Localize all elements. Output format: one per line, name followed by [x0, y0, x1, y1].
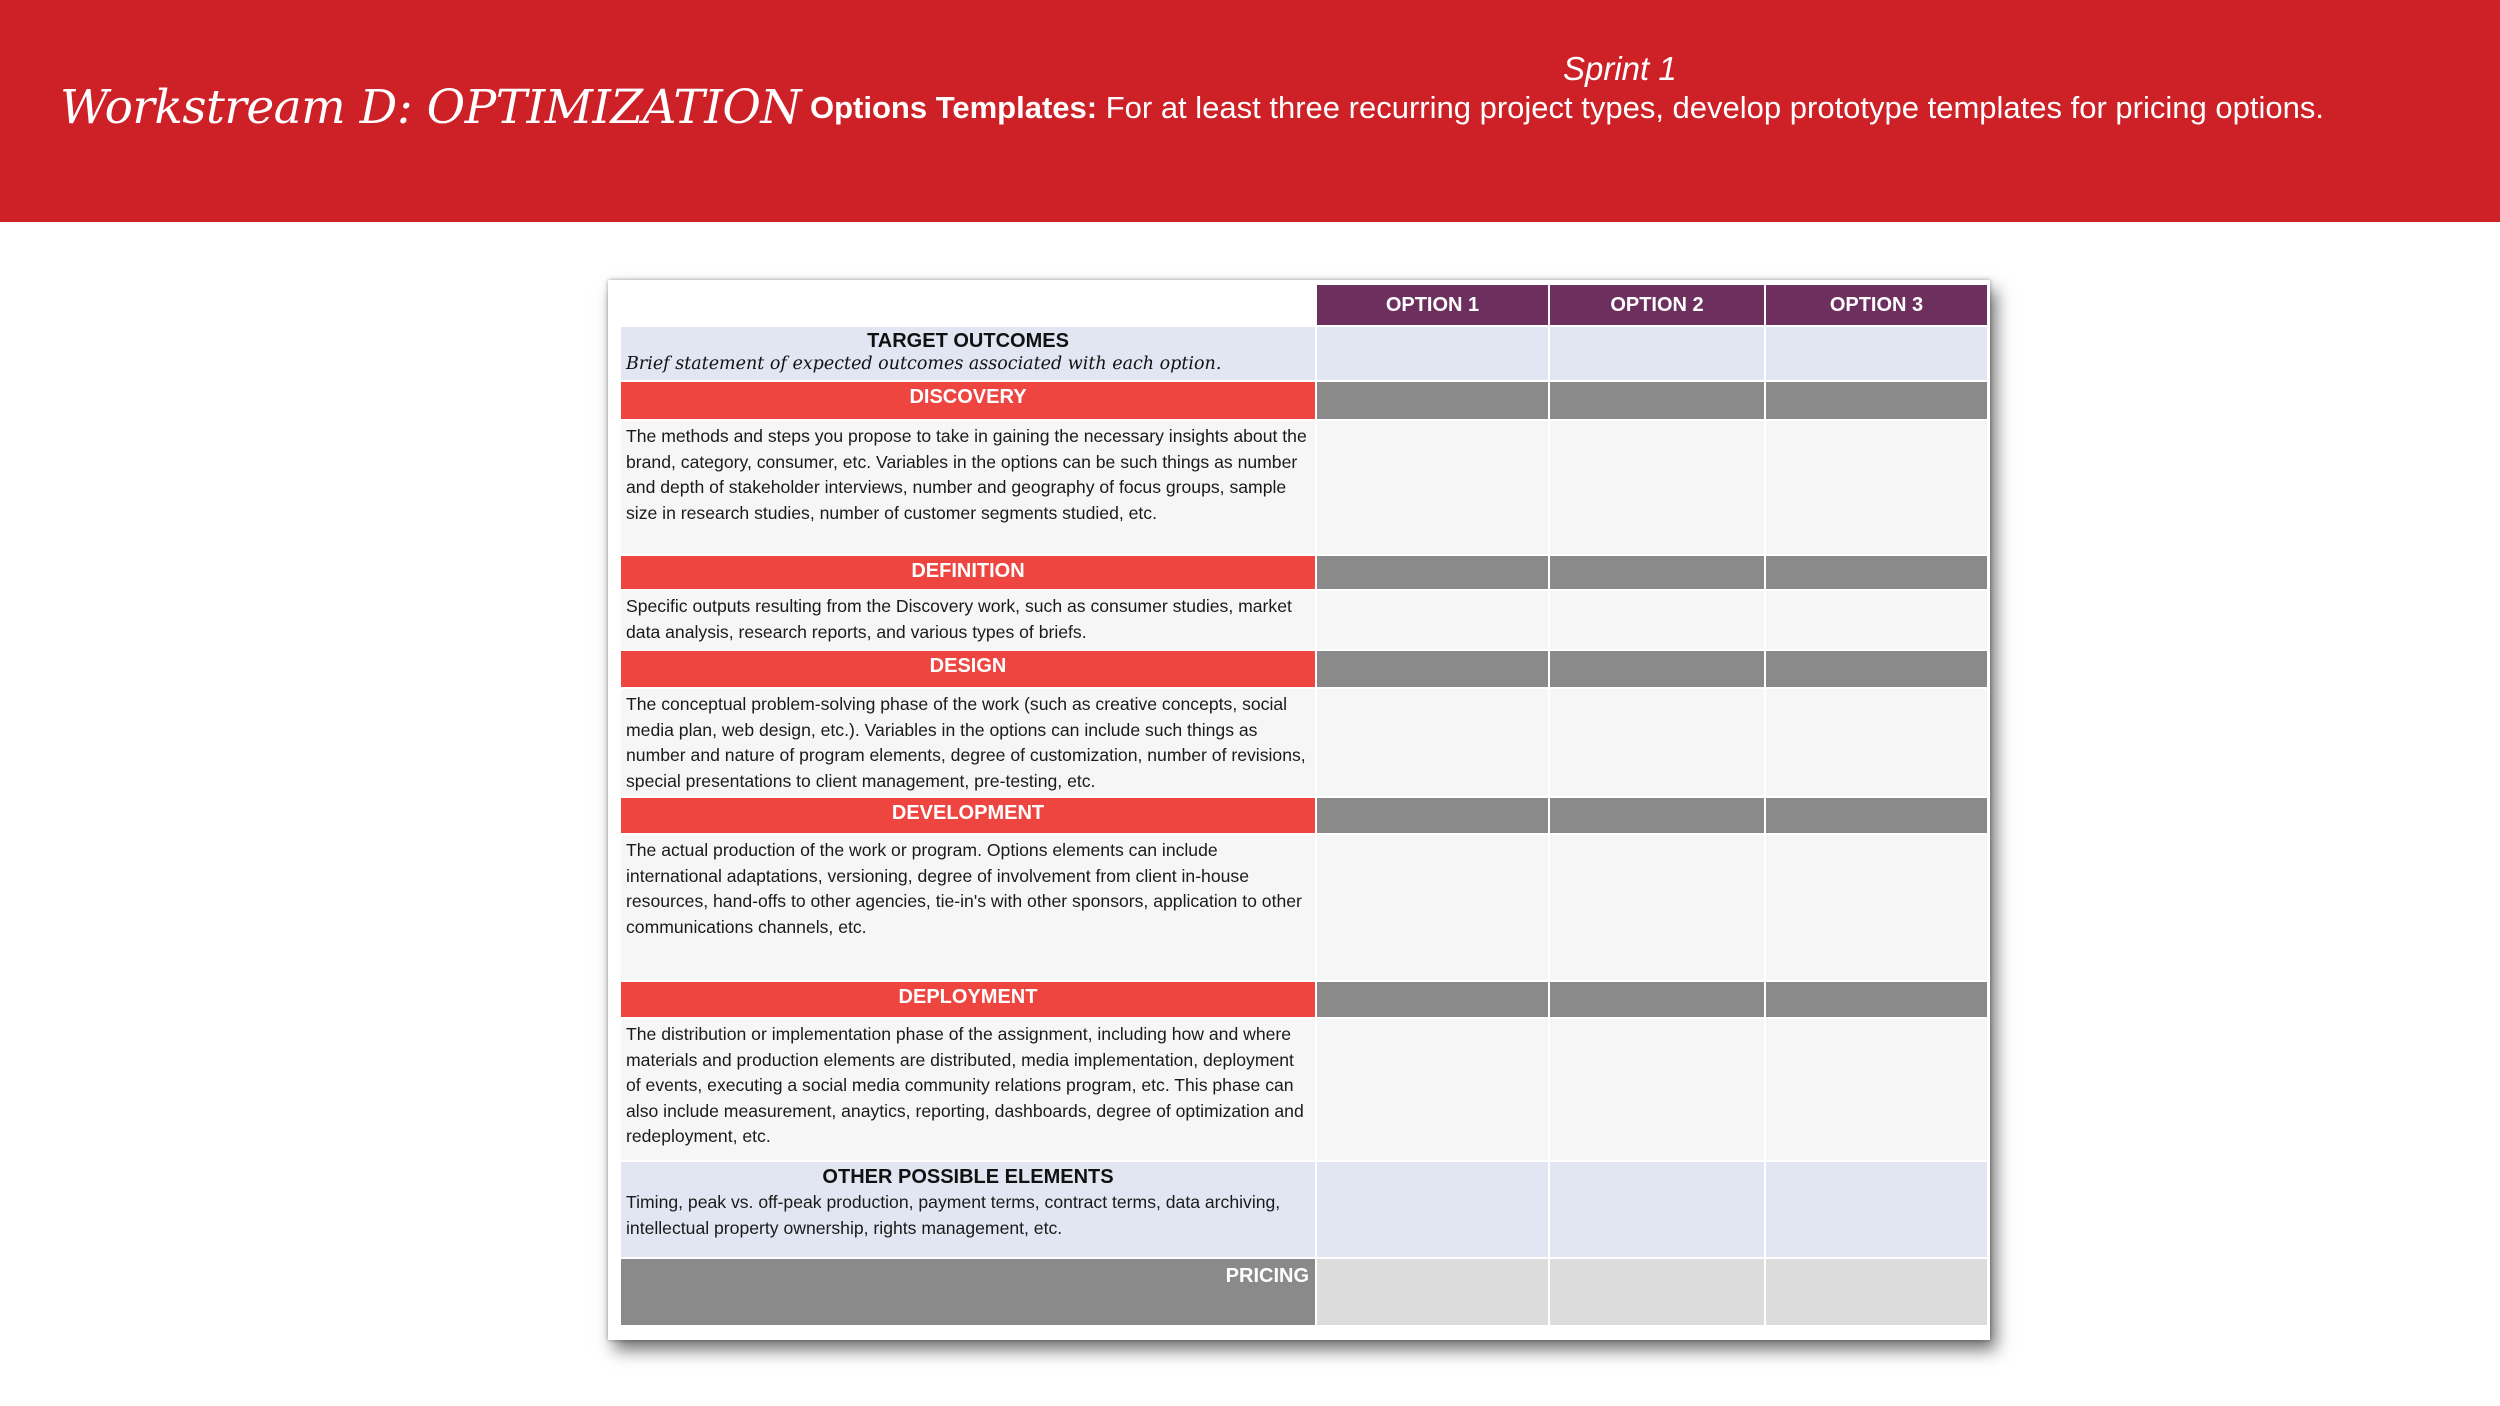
deployment-option-3-cell[interactable] [1766, 1019, 1987, 1160]
development-bar-1 [1317, 798, 1548, 833]
design-bar-2 [1550, 651, 1764, 687]
design-option-1-cell[interactable] [1317, 689, 1548, 796]
definition-description: Specific outputs resulting from the Discovery work, such as consumer studies, market data analysis, research reports, and various types of briefs. [621, 591, 1315, 649]
deployment-heading: DEPLOYMENT [621, 982, 1315, 1017]
deployment-option-1-cell[interactable] [1317, 1019, 1548, 1160]
design-bar-1 [1317, 651, 1548, 687]
definition-bar-3 [1766, 556, 1987, 589]
other-elements-cell [621, 1162, 1315, 1257]
option-1-header: OPTION 1 [1317, 285, 1548, 325]
deployment-bar-2 [1550, 982, 1764, 1017]
development-bar-3 [1766, 798, 1987, 833]
target-outcomes-note: Brief statement of expected outcomes associated with each option. [626, 354, 1222, 374]
development-option-2-cell[interactable] [1550, 835, 1764, 980]
target-option-1-cell[interactable] [1317, 327, 1548, 380]
pricing-option-1-cell[interactable] [1317, 1259, 1548, 1325]
discovery-heading: DISCOVERY [621, 382, 1315, 419]
development-bar-2 [1550, 798, 1764, 833]
definition-heading: DEFINITION [621, 556, 1315, 589]
header-banner [0, 0, 2500, 222]
target-outcomes-cell [621, 327, 1315, 380]
discovery-bar-2 [1550, 382, 1764, 419]
other-option-2-cell[interactable] [1550, 1162, 1764, 1257]
target-option-2-cell[interactable] [1550, 327, 1764, 380]
options-template-card [608, 280, 1990, 1340]
development-heading: DEVELOPMENT [621, 798, 1315, 833]
pricing-option-2-cell[interactable] [1550, 1259, 1764, 1325]
other-option-1-cell[interactable] [1317, 1162, 1548, 1257]
development-description: The actual production of the work or program. Options elements can include international adaptations, versioning, degree of involvement from client in-house resources, hand-offs to other agencies, tie-in's with other sponsors, application to other communications channels, etc. [621, 835, 1315, 980]
subtitle-lead: Options Templates: [810, 90, 1098, 125]
pricing-label: PRICING [621, 1259, 1315, 1325]
definition-option-1-cell[interactable] [1317, 591, 1548, 649]
discovery-bar-3 [1766, 382, 1987, 419]
other-option-3-cell[interactable] [1766, 1162, 1987, 1257]
design-bar-3 [1766, 651, 1987, 687]
definition-bar-2 [1550, 556, 1764, 589]
definition-option-2-cell[interactable] [1550, 591, 1764, 649]
option-2-header: OPTION 2 [1550, 285, 1764, 325]
definition-bar-1 [1317, 556, 1548, 589]
deployment-option-2-cell[interactable] [1550, 1019, 1764, 1160]
pricing-option-3-cell[interactable] [1766, 1259, 1987, 1325]
subtitle-text: For at least three recurring project types, develop prototype templates for pricing options. [1105, 90, 2324, 125]
page-title: Workstream D: OPTIMIZATION [60, 80, 801, 135]
target-outcomes-title: TARGET OUTCOMES [867, 330, 1069, 352]
deployment-description: The distribution or implementation phase of the assignment, including how and where materials and production elements are distributed, media implementation, deployment of events, executing a social media community relations program, etc. This phase can also include measurement, anaytics, reporting, dashboards, degree of optimization and redeployment, etc. [621, 1019, 1315, 1160]
design-heading: DESIGN [621, 651, 1315, 687]
discovery-option-3-cell[interactable] [1766, 421, 1987, 554]
header-corner [621, 285, 1315, 325]
subtitle [810, 90, 2324, 126]
options-table [621, 285, 1989, 1325]
deployment-bar-1 [1317, 982, 1548, 1017]
design-option-2-cell[interactable] [1550, 689, 1764, 796]
discovery-description: The methods and steps you propose to take in gaining the necessary insights about the brand, category, consumer, etc. Variables in the options can be such things as number and depth of stakeholder interviews, number and geography of focus groups, sample size in research studies, number of customer segments studied, etc. [621, 421, 1315, 554]
option-3-header: OPTION 3 [1766, 285, 1987, 325]
design-description: The conceptual problem-solving phase of the work (such as creative concepts, social media plan, web design, etc.). Variables in the options can include such things as number and nature of program elements, degree of customization, number of revisions, special presentations to client management, pre-testing, etc. [621, 689, 1315, 796]
other-elements-title: OTHER POSSIBLE ELEMENTS [822, 1166, 1114, 1188]
design-option-3-cell[interactable] [1766, 689, 1987, 796]
deployment-bar-3 [1766, 982, 1987, 1017]
discovery-bar-1 [1317, 382, 1548, 419]
sprint-label: Sprint 1 [1563, 50, 1677, 87]
development-option-1-cell[interactable] [1317, 835, 1548, 980]
discovery-option-2-cell[interactable] [1550, 421, 1764, 554]
other-elements-description: Timing, peak vs. off-peak production, payment terms, contract terms, data archiving, intellectual property ownership, rights management, etc. [626, 1192, 1281, 1238]
development-option-3-cell[interactable] [1766, 835, 1987, 980]
discovery-option-1-cell[interactable] [1317, 421, 1548, 554]
target-option-3-cell[interactable] [1766, 327, 1987, 380]
definition-option-3-cell[interactable] [1766, 591, 1987, 649]
